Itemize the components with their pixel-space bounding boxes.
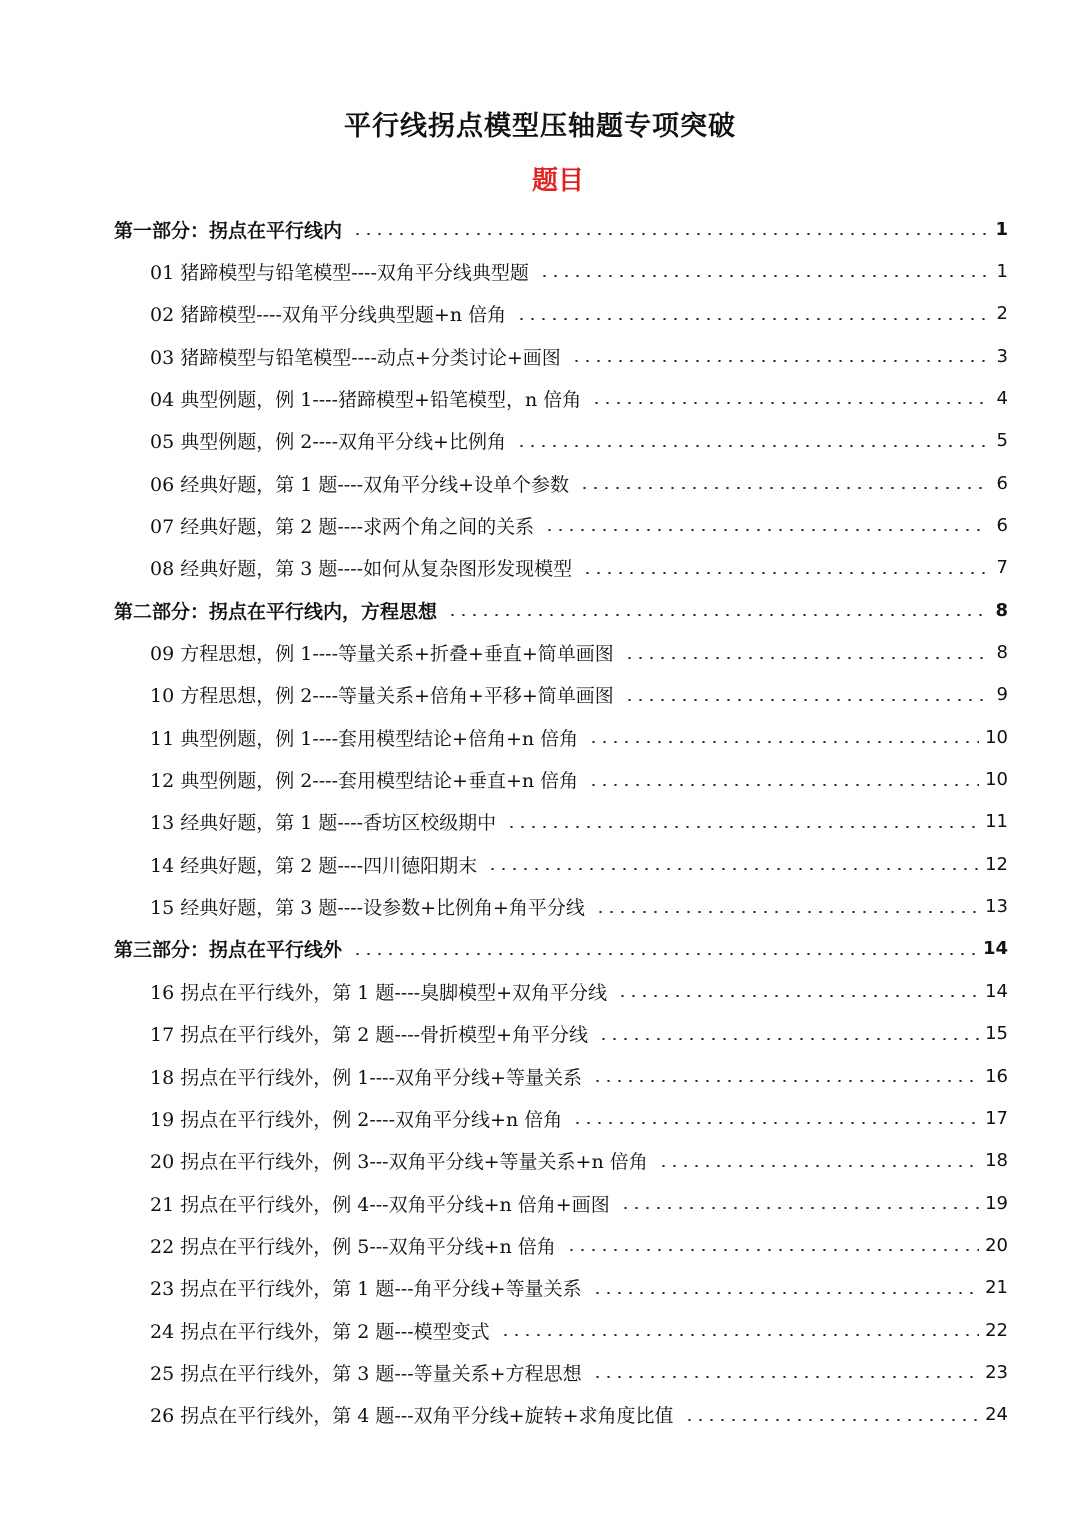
toc-page-number: 21 <box>985 1277 1008 1299</box>
toc-entry-label: 08 经典好题，第 3 题----如何从复杂图形发现模型 <box>150 558 573 581</box>
toc-entry-label: 21 拐点在平行线外，例 4---双角平分线+n 倍角+画图 <box>150 1193 610 1216</box>
toc-entry-row[interactable] <box>150 1267 1008 1309</box>
toc-entry-label: 09 方程思想，例 1----等量关系+折叠+垂直+简单画图 <box>150 643 614 665</box>
dot-leader <box>582 572 988 574</box>
toc-entry-label: 15 经典好题，第 3 题----设参数+比例角+角平分线 <box>150 897 585 920</box>
toc-entry-row[interactable] <box>150 335 1008 377</box>
toc-entry-row[interactable] <box>150 1013 1008 1055</box>
toc-entry-label: 12 典型例题，例 2----套用模型结论+垂直+n 倍角 <box>150 770 579 793</box>
toc-entry-label: 24 拐点在平行线外，第 2 题---模型变式 <box>150 1320 490 1343</box>
toc-entry-label: 20 拐点在平行线外，例 3---双角平分线+等量关系+n 倍角 <box>150 1151 648 1174</box>
toc-entry-row[interactable] <box>150 1055 1008 1097</box>
toc-part-label: 第三部分：拐点在平行线外 <box>114 939 343 962</box>
document-title: 平行线拐点模型压轴题专项突破 <box>344 111 736 142</box>
toc-entry-row[interactable] <box>150 293 1008 335</box>
toc-entry-row[interactable] <box>150 716 1008 758</box>
dot-leader <box>588 741 979 743</box>
toc-entry-row[interactable] <box>150 1182 1008 1224</box>
toc-page-number: 16 <box>985 1065 1008 1087</box>
dot-leader <box>571 360 988 362</box>
toc-entry-label: 06 经典好题，第 1 题----双角平分线+设单个参数 <box>150 473 569 496</box>
toc-page-number: 12 <box>985 853 1008 875</box>
toc-entry-row[interactable] <box>150 674 1008 716</box>
dot-leader <box>684 1419 980 1421</box>
toc-entry-row[interactable] <box>150 1140 1008 1182</box>
toc-page-number: 19 <box>985 1192 1008 1214</box>
dot-leader <box>352 233 988 235</box>
dot-leader <box>624 657 988 659</box>
toc-page-number: 7 <box>996 557 1008 579</box>
toc-entry-row[interactable] <box>150 1351 1008 1393</box>
toc-part-row[interactable] <box>114 928 1008 970</box>
toc-entry-row[interactable] <box>150 843 1008 885</box>
toc-part-label: 第二部分：拐点在平行线内，方程思想 <box>114 600 438 623</box>
dot-leader <box>595 911 979 913</box>
toc-page-number: 24 <box>985 1404 1008 1426</box>
dot-leader <box>624 699 988 701</box>
dot-leader <box>572 1122 979 1124</box>
toc-page-number: 14 <box>985 980 1008 1002</box>
toc-part-row[interactable] <box>114 208 1008 250</box>
toc-entry-label: 26 拐点在平行线外，第 4 题---双角平分线+旋转+求角度比值 <box>150 1405 674 1428</box>
dot-leader <box>598 1038 979 1040</box>
dot-leader <box>544 529 988 531</box>
toc-entry-label: 23 拐点在平行线外，第 1 题---角平分线+等量关系 <box>150 1278 582 1301</box>
toc-entry-row[interactable] <box>150 1097 1008 1139</box>
toc-entry-row[interactable] <box>150 886 1008 928</box>
toc-entry-row[interactable] <box>150 632 1008 674</box>
toc-page-number: 2 <box>996 303 1008 325</box>
toc-entry-label: 04 典型例题，例 1----猪蹄模型+铅笔模型，n 倍角 <box>150 388 582 411</box>
dot-leader <box>620 1207 979 1209</box>
dot-leader <box>506 826 979 828</box>
dot-leader <box>500 1334 979 1336</box>
toc-entry-label: 18 拐点在平行线外，例 1----双角平分线+等量关系 <box>150 1066 582 1089</box>
dot-leader <box>617 995 979 997</box>
toc-page-number: 4 <box>996 387 1008 409</box>
dot-leader <box>591 402 988 404</box>
toc-part-row[interactable] <box>114 589 1008 631</box>
toc-page-number: 1 <box>995 218 1008 240</box>
toc-page-number: 9 <box>996 684 1008 706</box>
toc-page-number: 8 <box>996 642 1008 663</box>
dot-leader <box>592 1292 980 1294</box>
toc-page-number: 17 <box>985 1107 1008 1129</box>
toc-page-number: 13 <box>985 896 1008 918</box>
toc-entry-row[interactable] <box>150 1309 1008 1351</box>
toc-entry-label: 07 经典好题，第 2 题----求两个角之间的关系 <box>150 515 535 538</box>
toc-entry-label: 25 拐点在平行线外，第 3 题---等量关系+方程思想 <box>150 1362 582 1385</box>
toc-entry-label: 14 经典好题，第 2 题----四川德阳期末 <box>150 854 478 877</box>
toc-page-number: 5 <box>996 430 1008 452</box>
dot-leader <box>588 784 979 786</box>
toc-entry-label: 05 典型例题，例 2----双角平分线+比例角 <box>150 431 506 454</box>
dot-leader <box>516 318 988 320</box>
dot-leader <box>566 1249 979 1251</box>
toc-entry-label: 16 拐点在平行线外，第 1 题----臭脚模型+双角平分线 <box>150 981 607 1004</box>
toc-page-number: 8 <box>995 599 1008 621</box>
toc-entry-row[interactable] <box>150 759 1008 801</box>
toc-entry-row[interactable] <box>150 377 1008 419</box>
dot-leader <box>592 1376 980 1378</box>
toc-page-number: 3 <box>996 345 1008 367</box>
toc-entry-row[interactable] <box>150 547 1008 589</box>
toc-entry-row[interactable] <box>150 420 1008 462</box>
toc-entry-row[interactable] <box>150 970 1008 1012</box>
dot-leader <box>539 275 988 277</box>
dot-leader <box>579 487 988 489</box>
toc-heading: 题目 <box>531 166 584 196</box>
toc-entry-label: 22 拐点在平行线外，例 5---双角平分线+n 倍角 <box>150 1235 556 1258</box>
toc-entry-label: 03 猪蹄模型与铅笔模型----动点+分类讨论+画图 <box>150 346 561 369</box>
toc-entry-label: 13 经典好题，第 1 题----香坊区校级期中 <box>150 812 497 835</box>
toc-entry-label: 01 猪蹄模型与铅笔模型----双角平分线典型题 <box>150 261 529 284</box>
toc-page-number: 20 <box>985 1234 1008 1256</box>
toc-entry-label: 19 拐点在平行线外，例 2----双角平分线+n 倍角 <box>150 1108 563 1131</box>
dot-leader <box>592 1080 979 1082</box>
toc-page-number: 18 <box>985 1150 1008 1172</box>
dot-leader <box>352 953 977 955</box>
dot-leader <box>516 445 988 447</box>
toc-page-number: 6 <box>996 514 1008 536</box>
toc-page-number: 22 <box>985 1319 1008 1341</box>
toc-entry-row[interactable] <box>150 1394 1008 1436</box>
toc-entry-label: 10 方程思想，例 2----等量关系+倍角+平移+简单画图 <box>150 685 614 708</box>
toc-page-number: 11 <box>985 811 1008 833</box>
toc-entry-row[interactable] <box>150 504 1008 546</box>
toc-page-number: 6 <box>996 472 1008 494</box>
toc-entry-label: 17 拐点在平行线外，第 2 题----骨折模型+角平分线 <box>150 1024 588 1047</box>
toc-page-number: 23 <box>985 1361 1008 1383</box>
toc-entry-label: 11 典型例题，例 1----套用模型结论+倍角+n 倍角 <box>150 727 579 750</box>
dot-leader <box>447 614 988 616</box>
toc-entry-row[interactable] <box>150 1224 1008 1266</box>
dot-leader <box>487 868 979 870</box>
dot-leader <box>658 1165 979 1167</box>
toc-page-number: 14 <box>982 938 1008 960</box>
toc-page-number: 10 <box>985 726 1008 748</box>
toc-page-number: 15 <box>985 1023 1008 1045</box>
toc-entry-row[interactable] <box>150 801 1008 843</box>
toc-entry-row[interactable] <box>150 250 1008 292</box>
toc-page-number: 1 <box>996 260 1008 282</box>
toc-entry-row[interactable] <box>150 462 1008 504</box>
toc-page-number: 10 <box>985 769 1008 791</box>
toc-entry-label: 02 猪蹄模型----双角平分线典型题+n 倍角 <box>150 304 507 327</box>
toc-part-label: 第一部分：拐点在平行线内 <box>114 219 343 242</box>
